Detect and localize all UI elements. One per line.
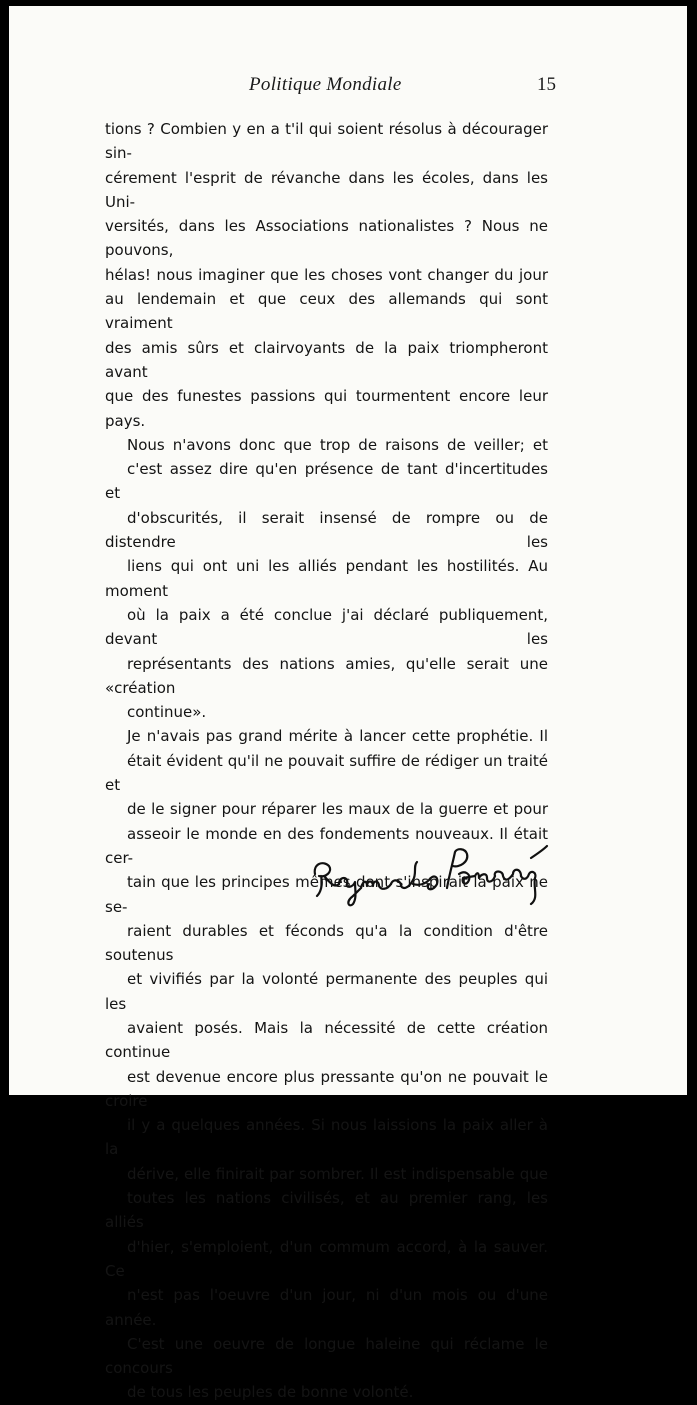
signature-image — [309, 844, 579, 912]
text-line: que des funestes passions qui tourmentent encore leur pays. — [105, 387, 548, 430]
text-line: il y a quelques années. Si nous laissions la paix aller à la — [105, 1116, 548, 1159]
text-line: était évident qu'il ne pouvait suffire de rédiger un traité et — [105, 751, 548, 795]
text-line: C'est une oeuvre de longue haleine qui réclame le concours — [105, 1334, 548, 1378]
text-line: de le signer pour réparer les maux de la guerre et pour — [127, 800, 548, 819]
text-line: tain que les principes mêmes dont s'inspirait la paix ne se- — [105, 873, 548, 916]
text-line: asseoir le monde en des fondements nouveaux. Il était cer- — [105, 824, 548, 867]
text-line: hélas! nous imaginer que les choses vont changer du jour — [105, 265, 548, 284]
text-line: est devenue encore plus pressante qu'on ne pouvait le croire — [105, 1067, 548, 1110]
text-line: Nous n'avons donc que trop de raisons de veiller; et — [127, 435, 548, 454]
running-title: Politique Mondiale — [249, 74, 402, 95]
text-line: toutes les nations civilisés, et au premier rang, les alliés — [105, 1189, 548, 1232]
text-line: de tous les peuples de bonne volonté. — [127, 1383, 414, 1402]
text-line: versités, dans les Associations nationalistes ? Nous ne pouvons, — [105, 217, 548, 260]
text-line: et vivifiés par la volonté permanente des peuples qui les — [105, 970, 548, 1013]
text-line: avaient posés. Mais la nécessité de cette création continue — [105, 1018, 548, 1062]
text-line: d'obscurités, il serait insensé de rompre ou de distendre les — [105, 508, 548, 552]
document-page — [6, 6, 687, 1402]
text-line: n'est pas l'oeuvre d'un jour, ni d'un mois ou d'une année. — [105, 1286, 548, 1329]
text-line: continue». — [127, 703, 207, 722]
text-line: où la paix a été conclue j'ai déclaré publiquement, devant les — [105, 605, 548, 649]
text-line: au lendemain et que ceux des allemands qui sont vraiment — [105, 290, 548, 333]
text-line: d'hier, s'emploient, d'un commum accord, à la sauver. Ce — [105, 1237, 548, 1280]
text-line: tions ? Combien y en a t'il qui soient résolus à décourager sin- — [105, 120, 548, 163]
paragraph-2 — [105, 433, 548, 725]
page-number: 15 — [537, 74, 556, 95]
text-line: représentants des nations amies, qu'elle serait une «création — [105, 654, 548, 697]
body-text — [105, 117, 548, 1405]
paragraph-3 — [105, 724, 548, 1404]
paragraph-1 — [105, 117, 548, 433]
text-line: c'est assez dire qu'en présence de tant d'incertitudes et — [105, 460, 548, 503]
text-line: raient durables et féconds qu'a la condition d'être soutenus — [105, 921, 548, 965]
text-line: dérive, elle finirait par sombrer. Il est indispensable que — [127, 1164, 548, 1183]
text-line: cérement l'esprit de révanche dans les écoles, dans les Uni- — [105, 168, 548, 211]
text-line: des amis sûrs et clairvoyants de la paix triompheront avant — [105, 338, 548, 381]
text-line: Je n'avais pas grand mérite à lancer cette prophétie. Il — [127, 727, 548, 746]
text-line: liens qui ont uni les alliés pendant les hostilités. Au moment — [105, 557, 548, 600]
page-header — [9, 74, 687, 104]
